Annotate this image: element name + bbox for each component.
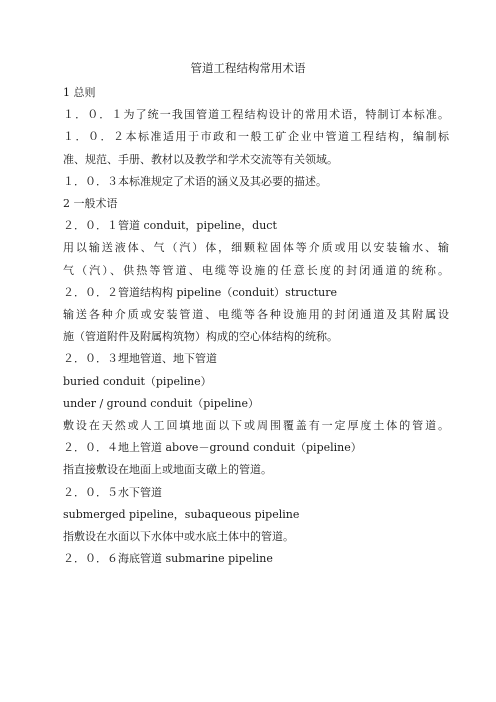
text-line: buried conduit（pipeline） [63, 374, 212, 388]
text-line: submerged pipeline，subaqueous pipeline [63, 507, 300, 521]
text-line: ２．０．６海底管道 submarine pipeline [63, 552, 273, 566]
text-line: 敷设在天然或人工回填地面以下或周围覆盖有一定厚度土体的管道。 [63, 419, 449, 433]
text-line: ２．０．５水下管道 [63, 485, 162, 499]
text-line: 气（汽）、供热等管道、电缆等设施的任意长度的封闭通道的统称。 [63, 263, 449, 277]
text-line: ２．０．１管道 conduit，pipeline，duct [63, 219, 277, 233]
text-line: 输送各种介质或安装管道、电缆等各种设施用的封闭通道及其附属设 [63, 308, 449, 322]
text-line: ２．０．２管道结构构 pipeline（conduit）structure [63, 285, 338, 299]
text-line: under / ground conduit（pipeline） [63, 396, 259, 410]
text-line: １．０．３本标准规定了术语的涵义及其必要的描述。 [63, 174, 327, 188]
section-heading: 2 一般术语 [63, 197, 118, 211]
document-title: 管道工程结构常用术语 [190, 61, 306, 75]
text-line: 用以输送液体、气（汽）体，细颗粒固体等介质或用以安装输水、输 [63, 241, 449, 255]
text-line: １．０．１为了统一我国管道工程结构设计的常用术语，特制订本标准。 [63, 108, 449, 122]
text-line: 1 总则 [63, 86, 96, 99]
text-line: 指直接敷设在地面上或地面支礅上的管道。 [63, 463, 272, 477]
text-line: ２．０．４地上管道 above－ground conduit（pipeline） [63, 441, 362, 455]
text-line: 准、规范、手册、教材以及教学和学术交流等有关领域。 [63, 152, 338, 166]
text-line: １．０．２本标准适用于市政和一般工矿企业中管道工程结构，编制标 [63, 130, 449, 144]
text-line: 指敷设在水面以下水体中或水底土体中的管道。 [63, 530, 294, 544]
text-line: 施（管道附件及附属构筑物）构成的空心体结构的统称。 [63, 330, 338, 344]
text-line: ２．０．３埋地管道、地下管道 [63, 352, 217, 366]
document-body [63, 82, 449, 570]
